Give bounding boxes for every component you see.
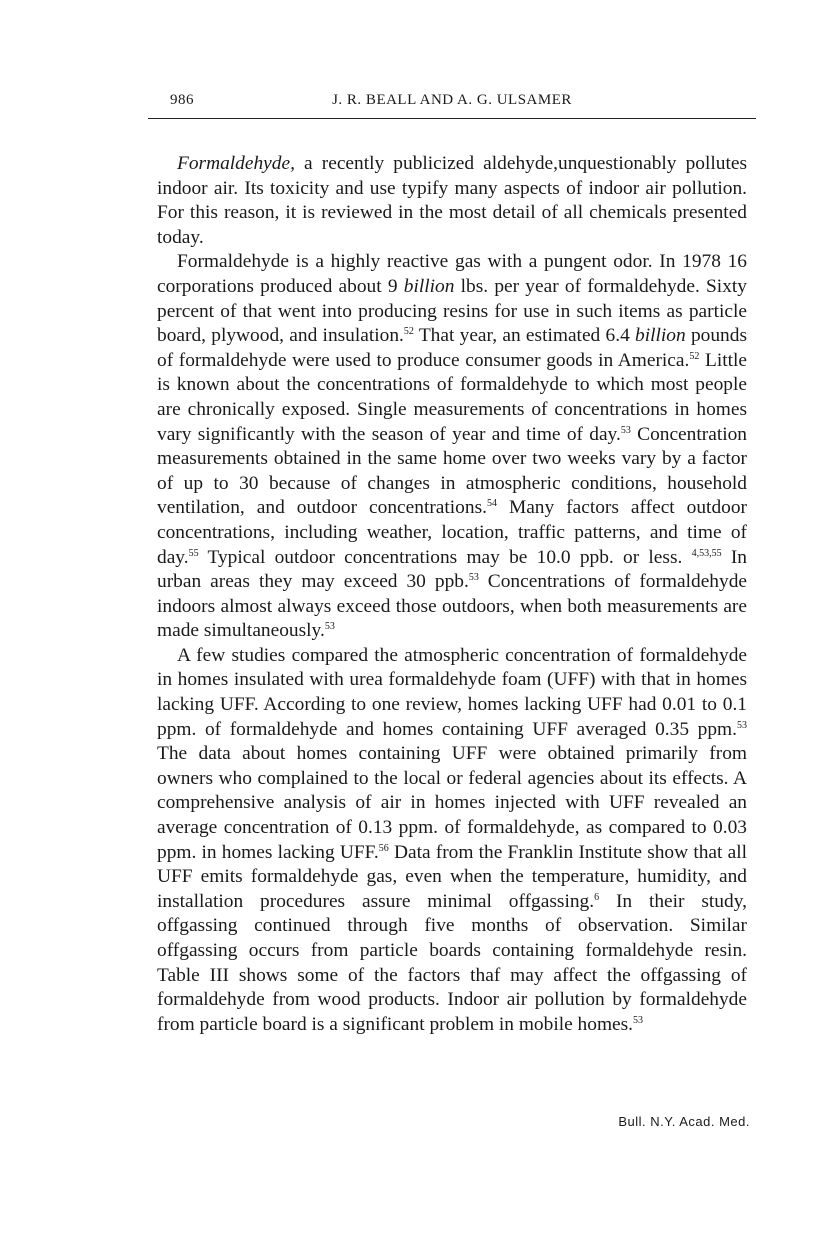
running-header [148, 92, 756, 119]
paragraph-uff-studies [157, 644, 747, 1038]
reference-superscript: 4,53,55 [691, 547, 722, 559]
text-run: Concentration measurements obtained in the same home over two weeks vary by a factor of up to 30 because of changes in atmospheric conditions, household ventilation, and outdoor concentrations. [157, 423, 747, 519]
reference-superscript: 55 [188, 547, 199, 559]
paragraph-formaldehyde-production [157, 250, 747, 644]
article-body [157, 152, 747, 1037]
text-run: Typical outdoor concentrations may be 10.0 ppb. or less. [198, 546, 692, 568]
paragraph-formaldehyde-intro [157, 152, 747, 250]
reference-superscript: 52 [689, 350, 700, 362]
reference-superscript: 6 [594, 891, 600, 903]
text-run: lbs. per year of formaldehyde. Sixty percent of that went into producing resins for use in such items as particle board, plywood, and insulation. [157, 275, 747, 347]
reference-superscript: 53 [633, 1014, 644, 1026]
reference-superscript: 53 [324, 621, 335, 633]
text-run: pounds of formaldehyde were used to produce consumer goods in America. [157, 325, 747, 371]
reference-superscript: 52 [403, 326, 414, 338]
reference-superscript: 56 [378, 842, 389, 854]
text-run: Little is known about the concentrations of formaldehyde to which most people are chronically exposed. Single measurements of concentrations in homes vary significantly with the season of year and time of day. [157, 349, 747, 445]
page-number: 986 [170, 92, 194, 108]
text-run: a recently publicized aldehyde,unquestionably pollutes indoor air. Its toxicity and use typify many aspects of indoor air pollution. For this reason, it is reviewed in the most detail of all chemicals presented today. [157, 153, 747, 248]
reference-superscript: 53 [737, 719, 747, 731]
text-run: Concentrations of formaldehyde indoors almost always exceed those outdoors, when both measurements are made simultaneously. [157, 571, 747, 642]
reference-superscript: 54 [486, 498, 497, 510]
text-run: Data from the Franklin Institute show that all UFF emits formaldehyde gas, even when the temperature, humidity, and installation procedures assure minimal offgassing. [157, 841, 747, 912]
text-run: Many factors affect outdoor concentrations, including weather, location, traffic patterns, and time of day. [157, 497, 747, 568]
text-run: In their study, offgassing continued through five months of observation. Similar offgassing occurs from particle boards containing formaldehyde resin. Table III shows some of the factors thaf may affect the offgassing of formaldehyde from wood products. Indoor air pollution by formaldehyde from particle board is a significant problem in mobile homes. [157, 890, 747, 1035]
running-head-authors: J. R. BEALL AND A. G. ULSAMER [332, 92, 572, 108]
italic-term: billion [635, 325, 686, 347]
text-run: A few studies compared the atmospheric concentration of formaldehyde in homes insulated with urea formaldehyde foam (UFF) with that in homes lacking UFF. According to one review, homes lacking UFF had 0.01 to 0.1 ppm. of formaldehyde and homes containing UFF averaged 0.35 ppm. [157, 644, 747, 740]
text-run: Formaldehyde is a highly reactive gas with a pungent odor. In 1978 16 corporations produced about 9 [157, 251, 747, 297]
italic-term: Formaldehyde, [177, 153, 295, 174]
reference-superscript: 53 [620, 424, 631, 436]
text-run: In urban areas they may exceed 30 ppb. [157, 546, 747, 593]
text-run: That year, an estimated 6.4 [413, 325, 636, 347]
journal-footer: Bull. N.Y. Acad. Med. [618, 1114, 750, 1129]
italic-term: billion [403, 275, 455, 297]
reference-superscript: 53 [468, 572, 479, 584]
text-run: The data about homes containing UFF were obtained primarily from owners who complained to the local or federal agencies about its effects. A comprehensive analysis of air in homes injected with UFF revealed an average concentration of 0.13 ppm. of formaldehyde, as compared to 0.03 ppm. in homes lacking UFF. [157, 743, 747, 863]
